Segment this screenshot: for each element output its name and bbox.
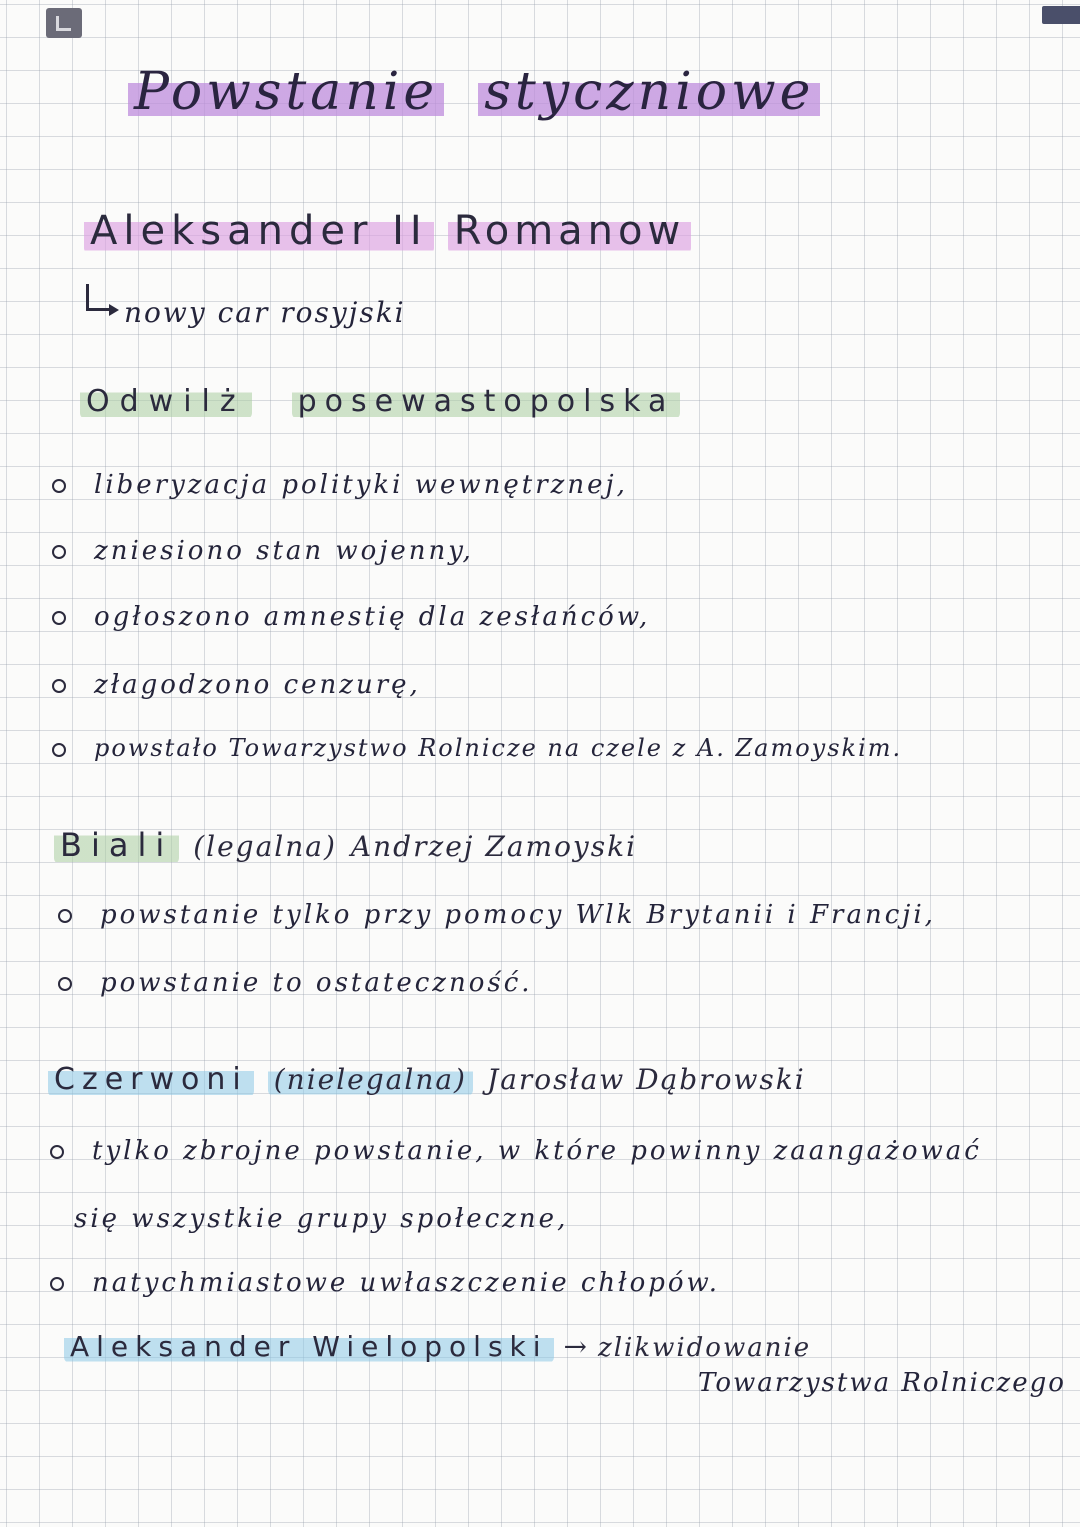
heading-biali-leader: Andrzej Zamoyski bbox=[350, 830, 638, 863]
heading-wielopolski bbox=[64, 1330, 811, 1363]
list-item-text: ogłoszono amnestię dla zesłańców, bbox=[94, 602, 651, 632]
page-corner-tab bbox=[1042, 6, 1080, 24]
heading-biali bbox=[54, 826, 637, 864]
list-item bbox=[58, 900, 936, 930]
bullet-icon bbox=[52, 611, 66, 625]
bullet-icon bbox=[52, 743, 66, 757]
list-item bbox=[50, 1268, 720, 1298]
heading-biali-main: Biali bbox=[54, 826, 179, 864]
list-item bbox=[52, 734, 902, 762]
page-corner-icon bbox=[46, 8, 82, 38]
sub-arrow-icon bbox=[86, 284, 109, 311]
list-item-text: powstanie tylko przy pomocy Wlk Brytanii i Francji, bbox=[100, 900, 936, 930]
heading-odwilz bbox=[80, 384, 680, 419]
list-item bbox=[52, 470, 628, 500]
bullet-icon bbox=[58, 909, 72, 923]
heading-aleksander-ii bbox=[84, 208, 691, 254]
heading-wielopolski-main: Aleksander Wielopolski bbox=[64, 1330, 554, 1363]
heading-czerwoni-leader: Jarosław Dąbrowski bbox=[486, 1063, 806, 1096]
list-item-text: zniesiono stan wojenny, bbox=[94, 536, 474, 566]
heading-czerwoni-main: Czerwoni bbox=[48, 1062, 254, 1097]
bullet-icon bbox=[50, 1277, 64, 1291]
list-item-text: tylko zbrojne powstanie, w które powinny zaangażować bbox=[92, 1136, 982, 1166]
list-item-text: natychmiastowe uwłaszczenie chłopów. bbox=[92, 1268, 720, 1298]
title-word-1: Powstanie bbox=[128, 62, 444, 122]
page-title bbox=[128, 62, 854, 122]
list-item bbox=[58, 968, 533, 998]
heading-odwilz-sub: posewastopolska bbox=[292, 384, 681, 419]
list-item-text: powstanie to ostateczność. bbox=[100, 968, 533, 998]
heading-biali-legal: (legalna) bbox=[193, 830, 337, 863]
list-item-continuation: się wszystkie grupy społeczne, bbox=[74, 1204, 569, 1234]
list-item bbox=[50, 1136, 982, 1166]
bullet-icon bbox=[52, 545, 66, 559]
list-item-text: złagodzono cenzurę, bbox=[94, 670, 421, 700]
list-item-text: powstało Towarzystwo Rolnicze na czele z A. Zamoyskim. bbox=[94, 734, 903, 762]
bullet-icon bbox=[52, 679, 66, 693]
title-word-2: styczniowe bbox=[478, 62, 820, 122]
bullet-icon bbox=[50, 1145, 64, 1159]
note-nowy-car: nowy car rosyjski bbox=[124, 296, 406, 329]
list-item-text: liberyzacja polityki wewnętrznej, bbox=[94, 470, 628, 500]
heading-czerwoni bbox=[48, 1062, 806, 1097]
note-towarzystwa-rolniczego: Towarzystwa Rolniczego bbox=[698, 1368, 1066, 1398]
note-zlikwidowanie: zlikwidowanie bbox=[598, 1333, 812, 1363]
bullet-icon bbox=[58, 977, 72, 991]
arrow-right-icon: → bbox=[563, 1330, 588, 1363]
heading-odwilz-main: Odwilż bbox=[80, 384, 252, 419]
heading-czerwoni-legal: (nielegalna) bbox=[268, 1063, 473, 1096]
bullet-icon bbox=[52, 479, 66, 493]
heading-aleksander-ii-surname: Romanow bbox=[448, 208, 691, 254]
heading-aleksander-ii-highlight: Aleksander II bbox=[84, 208, 434, 254]
list-item bbox=[52, 536, 474, 566]
list-item bbox=[52, 670, 421, 700]
list-item bbox=[52, 602, 650, 632]
